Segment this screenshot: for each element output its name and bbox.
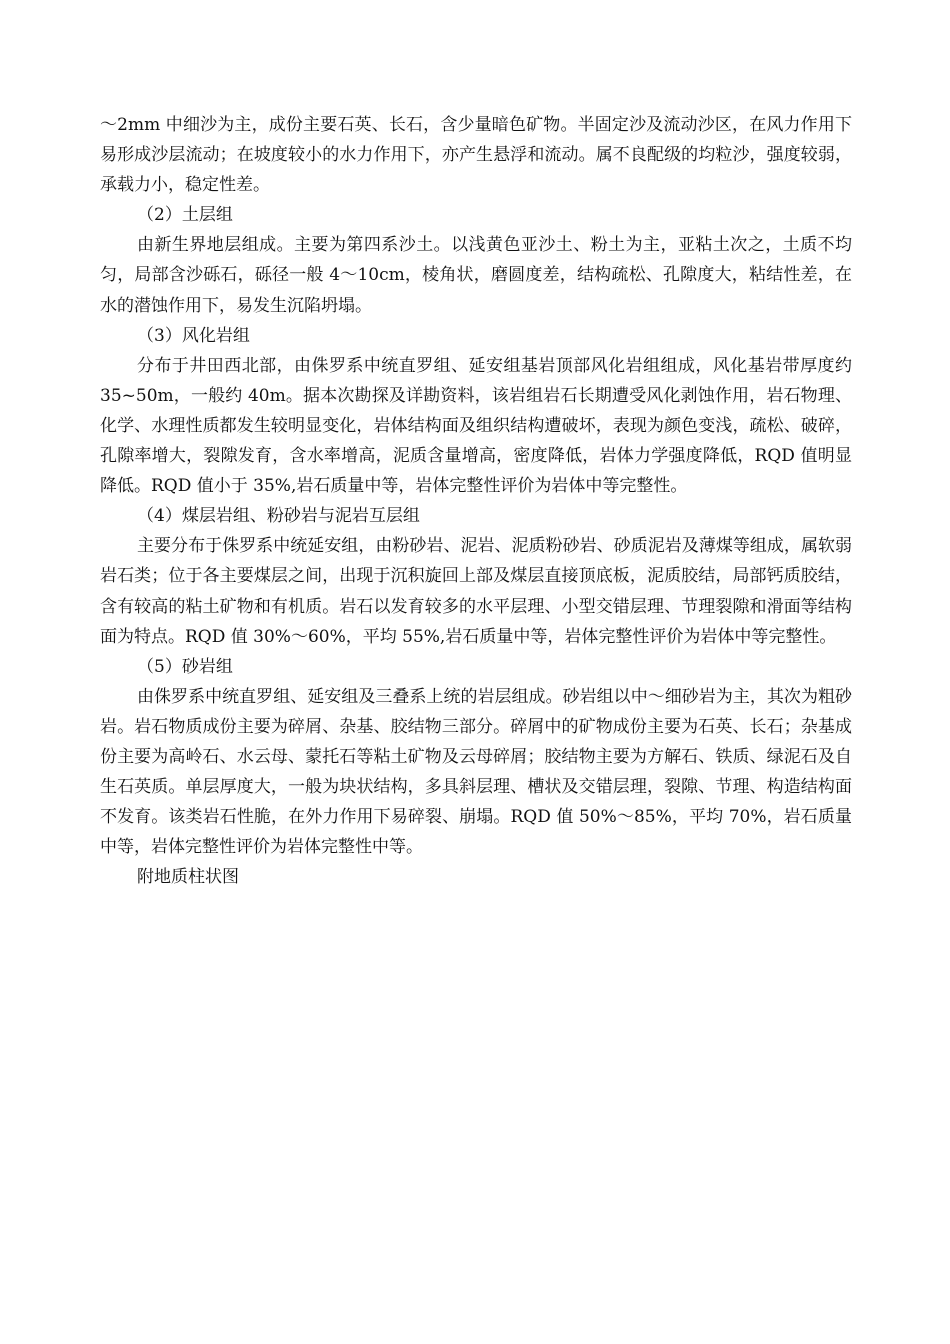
paragraph-attached-column-chart: 附地质柱状图 [137,867,239,888]
heading-sandstone-group: （5）砂岩组 [137,656,233,677]
document-page [100,110,852,892]
heading-coal-seam-rock-group: （4）煤层岩组、粉砂岩与泥岩互层组 [137,506,420,527]
heading-weathered-rock-group: （3）风化岩组 [137,325,250,346]
paragraph-sandstone-group: 由侏罗系中统直罗组、延安组及三叠系上统的岩层组成。砂岩组以中～细砂岩为主，其次为粗砂岩。岩石物质成份主要为碎屑、杂基、胶结物三部分。碎屑中的矿物成份主要为石英、长石；杂基成份主要为高岭石、水云母、蒙托石等粘土矿物及云母碎屑；胶结物主要为方解石、铁质、绿泥石及自生石英质。单层厚度大，一般为块状结构，多具斜层理、槽状及交错层理，裂隙、节理、构造结构面不发育。该类岩石性脆，在外力作用下易碎裂、崩塌。RQD 值 50%～85%，平均 70%，岩石质量中等，岩体完整性评价为岩体完整性中等。 [100,686,852,858]
heading-soil-layer-group: （2）土层组 [137,205,233,226]
paragraph-coal-seam-rock-group: 主要分布于侏罗系中统延安组，由粉砂岩、泥岩、泥质粉砂岩、砂质泥岩及薄煤等组成，属软弱岩石类；位于各主要煤层之间，出现于沉积旋回上部及煤层直接顶底板，泥质胶结，局部钙质胶结，含有较高的粘土矿物和有机质。岩石以发育较多的水平层理、小型交错层理、节理裂隙和滑面等结构面为特点。RQD 值 30%～60%，平均 55%,岩石质量中等，岩体完整性评价为岩体中等完整性。 [100,536,852,647]
paragraph-soil-layer-group: 由新生界地层组成。主要为第四系沙土。以浅黄色亚沙土、粉土为主，亚粘土次之，土质不均匀，局部含沙砾石，砾径一般 4～10cm，棱角状，磨圆度差，结构疏松、孔隙度大，粘结性差，在水的潜蚀作用下，易发生沉陷坍塌。 [100,235,852,316]
paragraph-sand-continuation: ～2mm 中细沙为主，成份主要石英、长石，含少量暗色矿物。半固定沙及流动沙区，在风力作用下易形成沙层流动；在坡度较小的水力作用下，亦产生悬浮和流动。属不良配级的均粒沙，强度较弱，承载力小，稳定性差。 [100,115,852,196]
paragraph-weathered-rock-group: 分布于井田西北部，由侏罗系中统直罗组、延安组基岩顶部风化岩组组成，风化基岩带厚度约 35~50m，一般约 40m。据本次勘探及详勘资料，该岩组岩石长期遭受风化剥蚀作用，岩石物理、化学、水理性质都发生较明显变化，岩体结构面及组织结构遭破坏，表现为颜色变浅，疏松、破碎，孔隙率增大，裂隙发育，含水率增高，泥质含量增高，密度降低，岩体力学强度降低，RQD 值明显降低。RQD 值小于 35%,岩石质量中等，岩体完整性评价为岩体中等完整性。 [100,355,852,497]
